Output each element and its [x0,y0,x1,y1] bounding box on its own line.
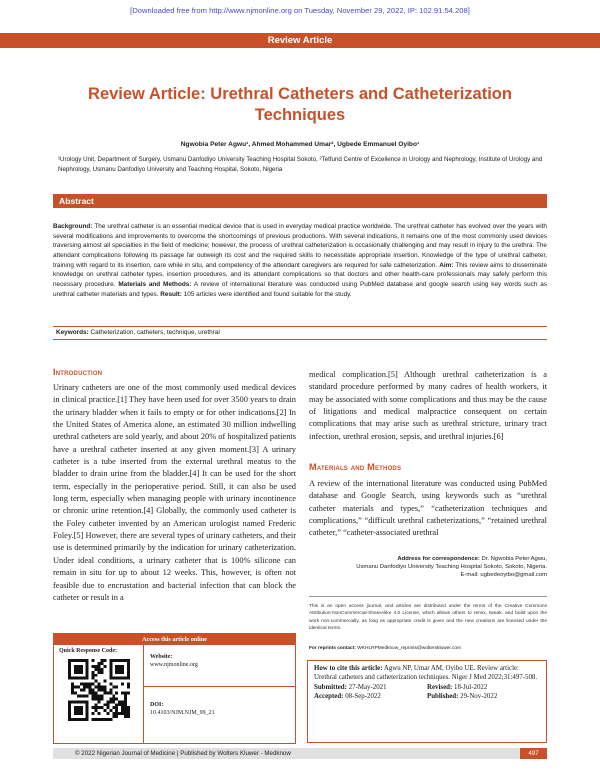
qr-module [83,700,86,703]
qr-module [109,662,112,665]
access-heading: Access this article online [54,634,295,645]
qr-module [112,712,115,715]
qr-module [83,694,86,697]
download-banner[interactable]: [Downloaded free from http://www.njmonline.org on Tuesday, November 29, 2022, IP: 102.91.54.208] [130,6,470,15]
qr-module [68,677,71,680]
qr-module [124,709,127,712]
qr-module [68,706,71,709]
qr-module [71,659,74,662]
revised-date [427,683,540,692]
qr-module [77,709,80,712]
article-title: Review Article: Urethral Catheters and Catheterization Techniques [88,85,512,124]
qr-module [86,718,89,721]
qr-module [95,686,98,689]
qr-module [86,700,89,703]
qr-module [80,709,83,712]
citation-label: How to cite this article: [314,665,383,672]
qr-module [112,697,115,700]
abstract-background-text: The urethral catheter is an essential medical device that is used in everyday medical practice worldwide. The urethral catheter has evolved over the years with several modifications and improvements to overcome the shortcomings of previous productions. With several indications, it remains one of the most commonly used devices traversing almost all specialties in the field of medicine; however, the process of urethral catheterization is occasionally challenging and may result in injury to the urethra. The attendant complications following its passage far outweigh its cost and the required skills to necessitate appropriate insertion. Knowledge of the type of urethral catheter, training with regard to its insertion, care while in situ, and competency of the attendant caregivers are required for safe catheterization. [53,223,547,269]
revised-label: Revised: [427,684,453,692]
qr-module [115,709,118,712]
website-row [150,653,198,670]
qr-module [95,691,98,694]
qr-module [115,677,118,680]
qr-module [92,659,95,662]
affiliations: ¹Urology Unit, Department of Surgery, Usmanu Danfodiyo University Teaching Hospital Sokoto, ²Tetfund Centre of Excellence in Urology and Nephrology, Institute of Urology and Nephrology, Usmanu Danfodiyo University and Teaching Hospital, Sokoto, Nigeria [58,156,543,173]
qr-module [77,718,80,721]
qr-module [74,718,77,721]
qr-module [115,668,118,671]
abstract-methods-text: A review of international literature was conducted using PubMed database and google search using key words such as urethral catheter materials and types. [53,280,547,298]
qr-module [124,697,127,700]
qr-module [121,706,124,709]
qr-module [89,686,92,689]
qr-module [86,668,89,671]
qr-module [86,665,89,668]
qr-module [71,689,74,692]
doi-link[interactable]: 10.4103/NJM.NJM_99_21 [150,710,215,717]
qr-module [98,718,101,721]
qr-module [127,691,130,694]
qr-module [124,715,127,718]
qr-module [95,680,98,683]
qr-module [86,662,89,665]
qr-module [115,715,118,718]
qr-module [121,703,124,706]
qr-module [109,671,112,674]
qr-module [127,683,130,686]
qr-module [92,674,95,677]
qr-module [95,718,98,721]
dates-grid [314,683,540,701]
qr-module [127,715,130,718]
accepted-label: Accepted: [314,693,344,701]
qr-module [127,709,130,712]
abstract-methods-label: Materials and Methods: [118,280,192,288]
submitted-date [314,683,427,692]
qr-module [95,709,98,712]
divider [144,686,295,687]
qr-module [115,703,118,706]
qr-module [92,689,95,692]
qr-module [74,709,77,712]
qr-module [95,703,98,706]
qr-module [98,665,101,668]
qr-module [80,677,83,680]
doi-label: DOI: [150,702,164,708]
qr-module [121,659,124,662]
qr-module [118,659,121,662]
qr-module [83,686,86,689]
qr-module [77,668,80,671]
qr-module [115,691,118,694]
qr-module [68,709,71,712]
qr-module [127,677,130,680]
qr-module [124,700,127,703]
correspondence-address: Usmanu Danfodiyo University Teaching Hospital Sokoto, Sokoto, Nigeria. [356,564,547,571]
qr-module [74,700,77,703]
qr-module [98,683,101,686]
qr-module [109,677,112,680]
qr-module [89,691,92,694]
qr-module [124,706,127,709]
qr-module [86,671,89,674]
qr-module [115,712,118,715]
qr-module [127,706,130,709]
abstract-aim-label: Aim: [439,261,454,269]
qr-module [100,668,103,671]
reprints-email[interactable]: WKHLRPMedknow_reprints@wolterskluwer.com [357,646,462,651]
published-date [427,692,540,701]
qr-module [109,709,112,712]
qr-module [127,686,130,689]
qr-module [112,694,115,697]
qr-module [68,700,71,703]
qr-module [115,686,118,689]
qr-module [74,668,77,671]
website-link[interactable]: www.njmonline.org [150,662,198,669]
qr-module [83,677,86,680]
qr-module [109,700,112,703]
qr-module [103,691,106,694]
qr-module [127,665,130,668]
qr-module [98,700,101,703]
qr-module [86,686,89,689]
qr-module [115,665,118,668]
introduction-continued: medical complication.[5] Although urethral catheterization is a standard procedure performed by many cadres of health workers, it may be associated with some complications and thus may be the cause of litigations and medical malpractice consequent on certain complications that may arise such as urethral stricture, urinary tract infection, urethral erosion, sepsis, and urethral injuries.[6] [309,370,547,441]
accepted-value: 08-Sep-2022 [345,693,381,701]
qr-module [68,662,71,665]
footer-bar: © 2022 Nigerian Journal of Medicine | Published by Wolters Kluwer - Medknow [53,748,547,759]
reprints-line [309,646,547,651]
qr-module [86,709,89,712]
qr-module [100,671,103,674]
qr-module [121,691,124,694]
qr-module [86,659,89,662]
qr-module [106,706,109,709]
qr-module [98,712,101,715]
qr-module [100,689,103,692]
published-value: 29-Nov-2022 [460,693,498,701]
qr-module [80,683,83,686]
abstract-aim-text: This review aims to disseminate knowledge on urethral catheter types, insertion procedures, and its attendant complications so that doctors and other health-care professionals may safely perform this necessary procedure. [53,261,547,288]
qr-module [103,718,106,721]
qr-module [74,691,77,694]
qr-module [68,671,71,674]
abstract-body [53,222,547,299]
qr-module [80,659,83,662]
qr-module [118,677,121,680]
qr-module [80,700,83,703]
qr-module [86,703,89,706]
qr-module [98,694,101,697]
qr-module [77,659,80,662]
qr-module [71,718,74,721]
qr-module [95,668,98,671]
section-label-bar: Review Article [0,33,600,48]
keywords-text: Catheterization, catheters, technique, urethral [90,329,220,336]
qr-module [71,683,74,686]
qr-module [77,706,80,709]
qr-module [100,662,103,665]
qr-module [109,674,112,677]
qr-module [68,718,71,721]
qr-module [89,683,92,686]
qr-module [71,691,74,694]
qr-module [95,665,98,668]
qr-module [95,674,98,677]
qr-module [109,665,112,668]
qr-module [74,686,77,689]
qr-module [103,686,106,689]
qr-module [86,674,89,677]
qr-module [77,694,80,697]
qr-module [77,686,80,689]
qr-module [121,709,124,712]
qr-module [109,683,112,686]
qr-module [95,697,98,700]
qr-module [112,706,115,709]
qr-module [121,668,124,671]
citation-text: Agwu NP, Umar AM, Oyibo UE. Review article: Urethral catheters and catheterization techniques. Niger J Med 2022;31:497-508. [314,665,538,682]
keywords-label: Keywords: [56,329,89,336]
qr-module [115,659,118,662]
qr-module [115,671,118,674]
qr-module [68,715,71,718]
introduction-body: Urinary catheters are one of the most commonly used medical devices in clinical practice.[1] They have been used for over 3500 years to drain the urinary bladder when it fails to empty or for other indications.[2] In the United States of America alone, an estimated 30 million indwelling urethral catheters are sold yearly, and about 20% of hospitalized patients have a urethral catheter inserted at any given moment.[3] A urinary catheter is a tube inserted from the external urethral meatus to the bladder to drain urine from the bladder.[4] It can be used for the short term, especially in the perioperative period. Still, it can also be used long term, especially when managing people with urinary incontinence or chronic urine retention.[4] Globally, the commonly used catheter is the Foley catheter invented by an American urologist named Frederic Foley.[5] However, there are several types of urinary catheters, and their use is determined primarily by the indication for urinary catheterization. Under ideal conditions, a urinary catheter that is 100% silicone can remain in situ for up to about 12 weeks. This, however, is often not feasible due to encrustation and bacterial infection that can block the catheter or result in a [53,383,296,602]
citation-box [307,660,547,743]
qr-module [109,697,112,700]
qr-module [112,700,115,703]
qr-module [124,677,127,680]
qr-module [80,689,83,692]
qr-module [103,703,106,706]
license-text: This is an open access journal, and articles are distributed under the terms of the Creative Commons Attribution-NonCommercial-ShareAlike 4.0 License, which allows others to remix, tweak, and build upon the work non-commercially, as long as appropriate credit is given and the new creations are licensed under the identical terms. [309,604,547,631]
qr-module [89,689,92,692]
published-label: Published: [427,693,459,701]
qr-module [68,668,71,671]
access-info-column [144,645,295,743]
qr-module [77,671,80,674]
qr-module [74,712,77,715]
qr-module [98,668,101,671]
qr-module [71,686,74,689]
qr-module [103,689,106,692]
qr-module [83,659,86,662]
qr-module [100,697,103,700]
qr-module [118,700,121,703]
qr-module [127,659,130,662]
qr-label: Quick Response Code: [59,648,118,654]
qr-module [80,706,83,709]
qr-module [71,700,74,703]
qr-module [121,712,124,715]
qr-module [92,694,95,697]
qr-module [118,703,121,706]
qr-module [100,686,103,689]
qr-module [92,706,95,709]
qr-module [77,677,80,680]
qr-module [80,694,83,697]
website-label: Website: [150,654,173,660]
qr-module [68,665,71,668]
doi-row [150,701,215,718]
abstract-result-text: 105 articles were identified and found suitable for the study. [183,290,352,298]
correspondence-email[interactable]: E-mail: ugbedeoyibo@gmail.com [460,572,547,579]
qr-module [98,697,101,700]
qr-module [109,689,112,692]
qr-module [124,659,127,662]
qr-module [86,683,89,686]
qr-module [80,668,83,671]
abstract-heading: Abstract [53,194,547,208]
page-number: 497 [520,748,547,759]
qr-module [109,668,112,671]
qr-module [83,683,86,686]
qr-module [121,671,124,674]
qr-module [100,718,103,721]
methods-body: A review of the international literature was conducted using PubMed database and Google Search, using keywords such as “urethral catheter materials and types,” “catheterization techniques and complications,” “difficult urethral catheterizations,” “retained urethral catheter,” “catheter-associated urethral [309,479,547,538]
access-online-box [53,633,296,744]
qr-module [106,718,109,721]
qr-module [100,706,103,709]
divider [309,596,547,597]
qr-module [92,677,95,680]
qr-module [112,659,115,662]
qr-module [127,668,130,671]
qr-module [95,706,98,709]
qr-module [74,665,77,668]
qr-module [106,703,109,706]
qr-module [124,691,127,694]
author-list: Ngwobia Peter Agwu¹, Ahmed Mohammed Umar², Ugbede Emmanuel Oyibo¹ [180,141,420,148]
qr-module [98,689,101,692]
qr-module [103,680,106,683]
qr-module [92,671,95,674]
reprints-label: For reprints contact: [309,646,356,651]
qr-module [118,665,121,668]
qr-module [86,712,89,715]
qr-module [80,712,83,715]
qr-column [54,645,144,743]
qr-module [127,662,130,665]
qr-module [115,706,118,709]
qr-module [127,674,130,677]
qr-module [109,691,112,694]
submitted-label: Submitted: [314,684,347,692]
qr-module [92,697,95,700]
qr-code-icon[interactable] [68,659,130,721]
qr-module [98,671,101,674]
qr-module [80,671,83,674]
correspondence-name: Dr. Ngwobia Peter Agwu, [481,556,547,562]
qr-module [112,677,115,680]
introduction-heading: Introduction [53,367,103,377]
qr-module [124,694,127,697]
correspondence-block [309,555,547,580]
qr-module [98,686,101,689]
qr-module [83,718,86,721]
qr-module [115,697,118,700]
qr-module [124,703,127,706]
qr-module [92,718,95,721]
qr-module [118,668,121,671]
methods-heading: Materials and Methods [309,462,402,472]
qr-module [92,712,95,715]
keywords-line [53,326,547,340]
qr-module [103,709,106,712]
qr-module [74,671,77,674]
abstract-background-label: Background: [53,223,93,230]
qr-module [74,659,77,662]
qr-module [74,706,77,709]
submitted-value: 27-May-2021 [348,684,387,692]
qr-module [68,712,71,715]
qr-module [71,677,74,680]
qr-module [74,677,77,680]
revised-value: 18-Jul-2022 [454,684,488,692]
qr-module [68,703,71,706]
qr-module [103,659,106,662]
qr-module [124,712,127,715]
qr-module [121,677,124,680]
qr-module [77,665,80,668]
qr-module [127,712,130,715]
qr-module [80,665,83,668]
qr-module [86,715,89,718]
qr-module [106,700,109,703]
qr-module [106,691,109,694]
qr-module [106,712,109,715]
qr-module [83,689,86,692]
qr-module [95,694,98,697]
qr-module [98,706,101,709]
qr-module [109,659,112,662]
qr-module [121,700,124,703]
qr-module [103,665,106,668]
qr-module [109,718,112,721]
qr-module [112,715,115,718]
abstract-result-label: Result: [160,290,182,298]
accepted-date [314,692,427,701]
qr-module [68,659,71,662]
qr-module [92,683,95,686]
qr-module [86,677,89,680]
qr-module [112,686,115,689]
qr-module [127,671,130,674]
qr-module [118,712,121,715]
qr-module [98,662,101,665]
qr-module [92,691,95,694]
qr-module [86,706,89,709]
qr-module [121,683,124,686]
qr-module [86,694,89,697]
qr-module [100,694,103,697]
correspondence-label: Address for correspondence: [397,556,480,562]
qr-module [100,659,103,662]
qr-module [92,665,95,668]
qr-module [68,674,71,677]
qr-module [121,665,124,668]
qr-module [77,712,80,715]
qr-module [80,718,83,721]
qr-module [118,671,121,674]
qr-module [77,700,80,703]
